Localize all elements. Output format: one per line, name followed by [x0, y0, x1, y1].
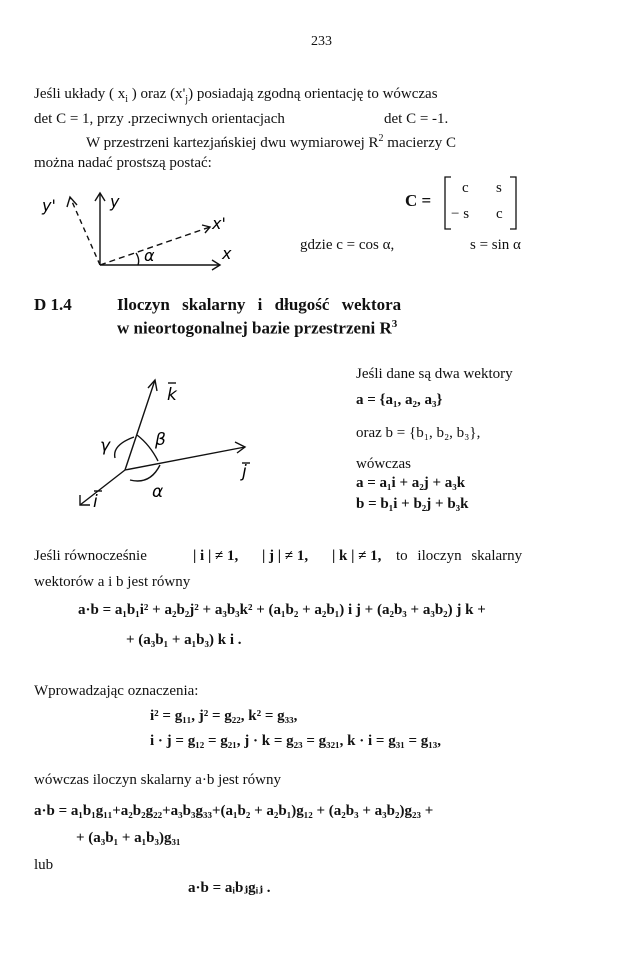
subscript: i: [125, 94, 129, 105]
subscript: j: [185, 94, 189, 105]
label-beta: β: [155, 430, 166, 450]
paragraph-line-4: można nadać prostszą postać:: [34, 155, 212, 171]
text-segment: ) posiadają zgodną orientację to wówczas: [188, 86, 438, 102]
gamma-arc: [115, 437, 134, 458]
text-segment: ) oraz (x': [128, 86, 186, 102]
paragraph-line-3: [86, 133, 456, 152]
matrix-label: C =: [405, 191, 432, 210]
vector-a-expansion: a = a₁i + a₂j + a₃k: [356, 475, 466, 491]
text-segment: W przestrzeni kartezjańskiej dwu wymiarowej R: [86, 135, 379, 151]
label-k: k: [167, 385, 177, 405]
basis-vectors-figure: [70, 365, 270, 525]
label-y: y: [110, 192, 120, 211]
label-j: j: [242, 462, 247, 482]
label-gamma: γ: [100, 436, 111, 456]
matrix-r1c1: c: [462, 180, 469, 196]
condition-tail: to iloczyn skalarny: [396, 548, 523, 564]
notation-intro: Wprowadzając oznaczenia:: [34, 683, 199, 699]
superscript: 2: [378, 133, 384, 144]
i-vector: [80, 470, 125, 505]
paragraph-line-2-det: det C = -1.: [384, 111, 449, 127]
matrix-r1c2: s: [496, 180, 502, 196]
section-title-text: w nieortogonalnej bazie przestrzeni R: [117, 318, 392, 338]
condition-i: | i | ≠ 1,: [193, 548, 239, 564]
matrix-r2c2: c: [496, 206, 503, 222]
notation-line-1: i² = g₁₁, j² = g₂₂, k² = g₃₃,: [150, 708, 298, 724]
condition-k: | k | ≠ 1,: [332, 548, 382, 564]
label-i: i: [93, 492, 98, 512]
final-formula: a·b = aᵢbⱼgᵢⱼ .: [188, 880, 271, 896]
angle-arc: [136, 253, 139, 265]
dot-product-formula-line-2: + (a₃b₁ + a₁b₃) k i .: [126, 632, 242, 648]
cos-definition: gdzie c = cos α,: [300, 237, 395, 253]
label-x: x: [222, 244, 232, 263]
sin-definition: s = sin α: [470, 237, 521, 253]
page-number: 233: [311, 34, 332, 49]
wowczas-label: wówczas: [356, 456, 411, 472]
paragraph-line-1: [34, 86, 438, 105]
condition-j: | j | ≠ 1,: [262, 548, 309, 564]
text-segment: macierzy C: [383, 135, 457, 151]
vectors-intro: Jeśli dane są dwa wektory: [356, 366, 513, 382]
result-formula-line-1: a·b = a₁b₁g₁₁+a₂b₂g₂₂+a₃b₃g₃₃+(a₁b₂ + a₂b₁)g₁₂ + (a₂b₃ + a₃b₂)g₂₃ +: [34, 803, 434, 819]
vector-b-definition: oraz b = {b₁, b₂, b₃},: [356, 425, 481, 441]
y-prime-axis: [70, 197, 100, 265]
superscript: 3: [391, 318, 398, 330]
label-alpha-3d: α: [152, 482, 164, 502]
text-segment: Jeśli układy ( x: [34, 86, 126, 102]
condition-text: Jeśli równocześnie: [34, 548, 147, 564]
j-vector: [125, 447, 245, 470]
lub-label: lub: [34, 857, 54, 873]
vector-b-expansion: b = b₁i + b₂j + b₃k: [356, 496, 469, 512]
section-title-line-2: [117, 318, 397, 339]
section-number: D 1.4: [34, 295, 72, 314]
condition-line-2: wektorów a i b jest równy: [34, 574, 191, 590]
k-vector: [125, 380, 155, 470]
paragraph-line-2: det C = 1, przy .przeciwnych orientacjach: [34, 111, 285, 127]
matrix-r2c1: − s: [451, 206, 470, 222]
alpha-arc: [130, 465, 160, 481]
notation-line-2: i · j = g₁₂ = g₂₁, j · k = g₂₃ = g₃₂₁, k · i = g₃₁ = g₁₃,: [150, 733, 442, 749]
dot-product-formula-line-1: a·b = a₁b₁i² + a₂b₂j² + a₃b₃k² + (a₁b₂ + a₂b₁) i j + (a₂b₃ + a₃b₂) j k +: [78, 602, 486, 618]
label-alpha: α: [144, 246, 155, 265]
result-intro: wówczas iloczyn skalarny a·b jest równy: [34, 772, 282, 788]
x-prime-axis: [100, 227, 210, 265]
rotation-axes-figure: [40, 185, 260, 275]
label-y-prime: y': [42, 196, 56, 215]
result-formula-line-2: + (a₃b₁ + a₁b₃)g₃₁: [76, 830, 181, 846]
vector-a-definition: a = {a₁, a₂, a₃}: [356, 392, 443, 408]
section-title-line-1: Iloczyn skalarny i długość wektora: [117, 295, 402, 314]
label-x-prime: x': [212, 214, 226, 233]
y-prime-arrow: [67, 197, 77, 207]
